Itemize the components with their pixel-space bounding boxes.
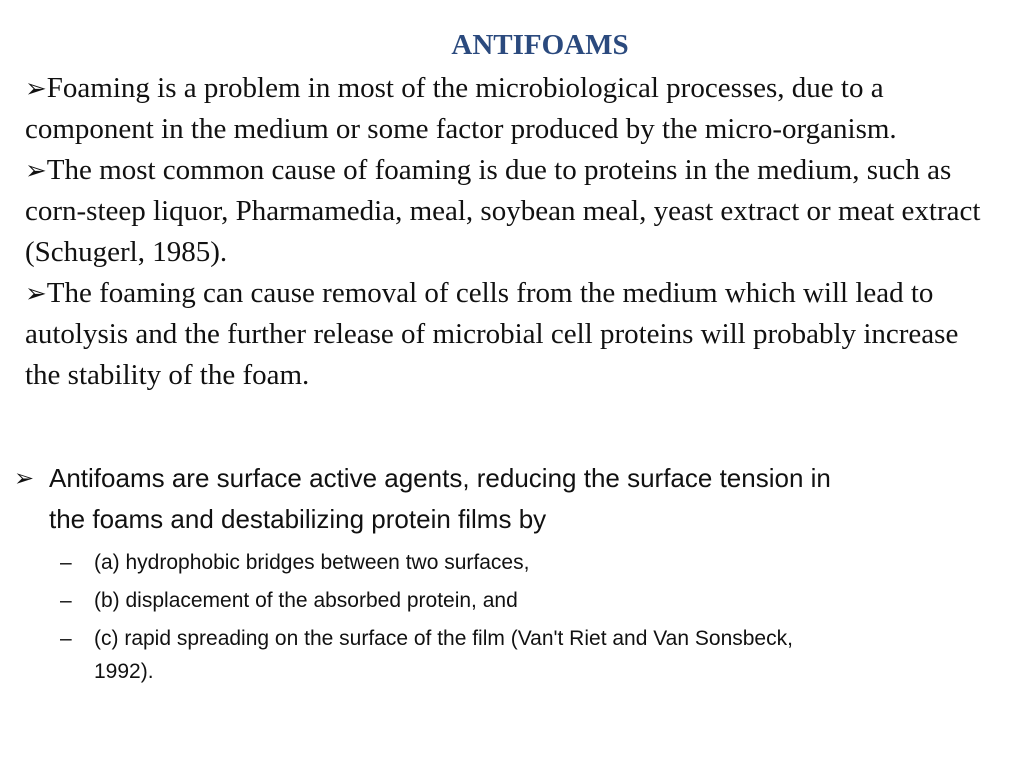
sub-bullet-list [14,546,914,688]
intro-bullet [25,273,990,396]
sub-bullet-text: (c) rapid spreading on the surface of the film (Van't Riet and Van Sonsbeck, 1992). [94,627,793,683]
dash-icon: – [60,551,72,574]
arrowhead-icon: ➢ [25,74,47,103]
main-bullet-text: Antifoams are surface active agents, reducing the surface tension in the foams and destabilizing protein films by [49,463,831,534]
sub-bullet [60,546,914,579]
arrowhead-icon: ➢ [25,279,47,308]
intro-bullet-list [25,68,990,396]
intro-bullet-text: Foaming is a problem in most of the microbiological processes, due to a component in the medium or some factor produced by the micro-organism. [25,72,897,145]
intro-bullet-text: The most common cause of foaming is due to proteins in the medium, such as corn-steep liquor, Pharmamedia, meal, soybean meal, yeast extract or meat extract (Schugerl, 1985). [25,154,981,268]
antifoam-bullet-section [14,458,914,693]
arrowhead-icon: ➢ [14,465,35,492]
main-bullet [14,458,914,540]
dash-icon: – [60,589,72,612]
intro-bullet [25,68,990,150]
slide-title: ANTIFOAMS [451,29,629,61]
dash-icon: – [60,627,72,650]
arrowhead-icon: ➢ [25,156,47,185]
sub-bullet-text: (b) displacement of the absorbed protein, and [94,589,518,612]
sub-bullet [60,584,914,617]
sub-bullet [60,622,914,688]
intro-bullet-text: The foaming can cause removal of cells from the medium which will lead to autolysis and the further release of microbial cell proteins will probably increase the stability of the foam. [25,277,959,391]
intro-bullet [25,150,990,273]
sub-bullet-text: (a) hydrophobic bridges between two surfaces, [94,551,530,574]
